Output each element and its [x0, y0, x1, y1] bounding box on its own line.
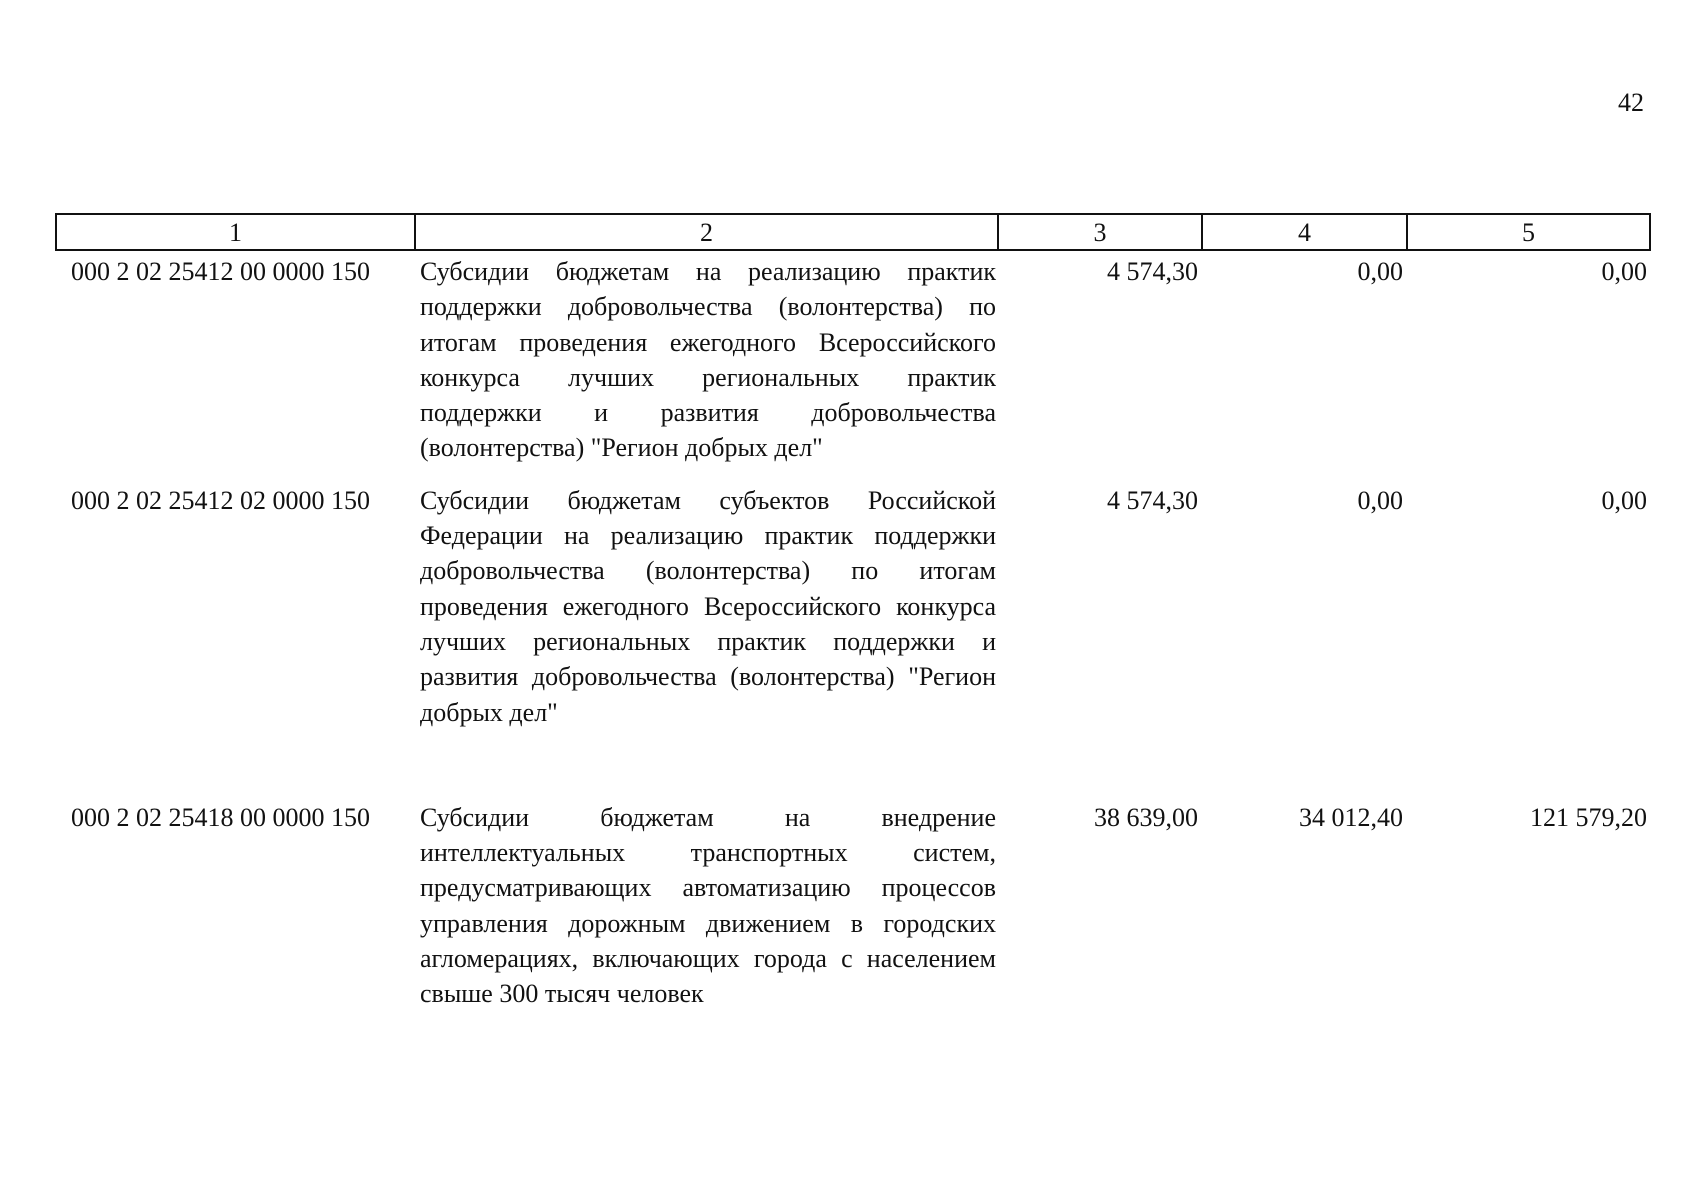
value-col-5: 0,00	[1601, 257, 1647, 286]
table-row	[56, 766, 1650, 1013]
header-col-4: 4	[1202, 214, 1407, 250]
header-col-3: 3	[998, 214, 1202, 250]
header-row	[56, 214, 1650, 250]
header-col-1: 1	[56, 214, 415, 250]
table-row	[56, 480, 1650, 766]
page-number: 42	[1618, 88, 1644, 117]
budget-code: 000 2 02 25418 00 0000 150	[71, 802, 370, 832]
table-body	[56, 250, 1650, 1013]
item-name: Субсидии бюджетам на внедрение интеллектуальных транспортных систем, предусматривающих автоматизацию процессов управления дорожным движением в городских агломерациях, включающих города с населением свыше 300 тысяч человек	[420, 802, 996, 1009]
value-col-3: 4 574,30	[1107, 257, 1198, 286]
budget-table-container	[55, 213, 1649, 1013]
table-row	[56, 250, 1650, 480]
item-name: Субсидии бюджетам субъектов Российской Федерации на реализацию практик поддержки добровольчества (волонтерства) по итогам проведения ежегодного Всероссийского конкурса лучших региональных практик поддержки и развития добровольчества (волонтерства) "Регион добрых дел"	[420, 485, 996, 727]
value-col-3: 4 574,30	[1107, 485, 1198, 515]
budget-code: 000 2 02 25412 02 0000 150	[71, 485, 370, 515]
budget-table	[55, 213, 1651, 1013]
value-col-4: 0,00	[1357, 485, 1403, 515]
value-col-5: 121 579,20	[1530, 802, 1647, 832]
value-col-3: 38 639,00	[1094, 802, 1198, 832]
header-col-5: 5	[1407, 214, 1650, 250]
item-name: Субсидии бюджетам на реализацию практик поддержки добровольчества (волонтерства) по итогам проведения ежегодного Всероссийского конкурса лучших региональных практик поддержки и развития добровольчества (волонтерства) "Регион добрых дел"	[420, 257, 996, 463]
header-col-2: 2	[415, 214, 998, 250]
table-header	[56, 214, 1650, 250]
budget-code: 000 2 02 25412 00 0000 150	[71, 257, 370, 286]
value-col-4: 0,00	[1357, 257, 1403, 286]
value-col-5: 0,00	[1601, 485, 1647, 515]
value-col-4: 34 012,40	[1299, 802, 1403, 832]
